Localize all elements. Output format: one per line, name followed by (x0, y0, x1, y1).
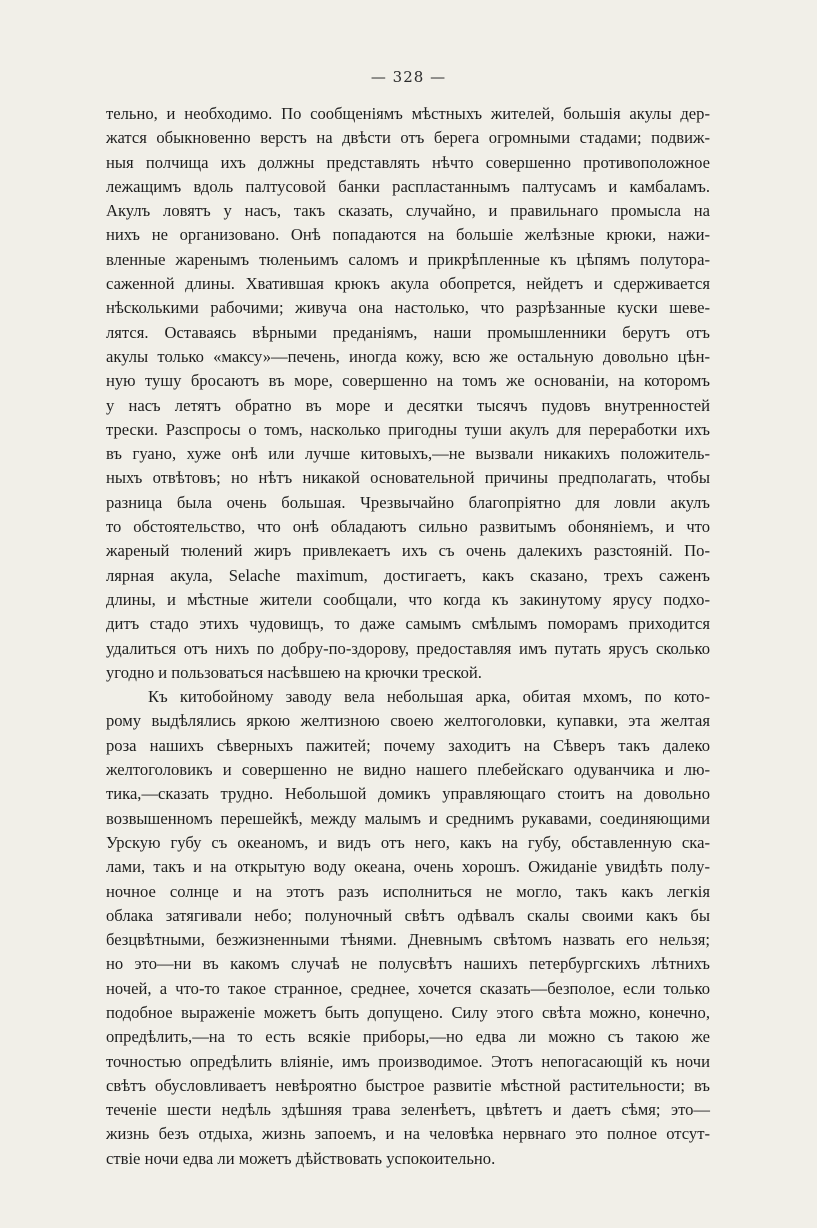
text-line: тельно, и необходимо. По сообщеніямъ мѣстныхъ жителей, большія акулы дер- (106, 104, 710, 123)
text-line: роза нашихъ сѣверныхъ пажитей; почему заходитъ на Сѣверъ такъ далеко (106, 735, 710, 755)
text-line: акулы только «максу»—печень, иногда кожу, всю же остальную довольно цѣн- (106, 346, 710, 366)
text-line: теченіе шести недѣль здѣшняя трава зеленѣетъ, цвѣтетъ и даетъ сѣмя; это— (106, 1100, 710, 1120)
text-line: возвышенномъ перешейкѣ, между малымъ и среднимъ рукавами, соединяющими (106, 808, 710, 828)
text-line: вленные жаренымъ тюленьимъ саломъ и прикрѣпленные къ цѣпямъ полутора- (106, 249, 710, 269)
text-line: лами, такъ и на открытую воду океана, очень хорошъ. Ожиданіе увидѣть полу- (106, 857, 710, 877)
text-line: ночей, а что-то такое странное, среднее, хочется сказать—безполое, если только (106, 978, 710, 998)
text-line: удалиться отъ нихъ по добру-по-здорову, предоставляя имъ путать ярусъ сколько (106, 638, 710, 658)
text-line: трески. Разспросы о томъ, насколько пригодны туши акулъ для переработки ихъ (106, 419, 710, 439)
text-line: но это—ни въ какомъ случаѣ не полусвѣтъ нашихъ петербургскихъ лѣтнихъ (106, 954, 710, 974)
text-line: подобное выраженіе можетъ быть допущено. Силу этого свѣта можно, конечно, (106, 1002, 710, 1022)
text-line: въ гуано, хуже онѣ или лучше китовыхъ,—не вызвали никакихъ положитель- (106, 444, 710, 464)
text-line: рому выдѣлялись яркою желтизною своею желтоголовки, купавки, эта желтая (106, 711, 710, 731)
text-line: Урскую губу съ океаномъ, и видъ отъ него, какъ на губу, обставленную ска- (106, 832, 710, 852)
text-line: желтоголовикъ и совершенно не видно нашего плебейскаго одуванчика и лю- (106, 760, 710, 780)
text-line: ствіе ночи едва ли можетъ дѣйствовать успокоительно. (106, 1148, 496, 1168)
text-line: у насъ летятъ обратно въ море и десятки тысячъ пудовъ внутренностей (106, 395, 710, 415)
text-line: разница была очень большая. Чрезвычайно благопріятно для ловли акулъ (106, 492, 710, 512)
text-line: саженной длины. Хватившая крюкъ акула обопрется, нейдетъ и сдерживается (106, 274, 710, 294)
text-line: то обстоятельство, что онѣ обладаютъ сильно развитымъ обоняніемъ, и что (106, 517, 710, 537)
text-line: ночное солнце и на этотъ разъ исполниться не могло, такъ какъ легкія (106, 881, 710, 901)
text-line: ныя полчища ихъ должны представлять нѣчто совершенно противоположное (106, 152, 710, 172)
text-line: дитъ стадо этихъ чудовищъ, то даже самымъ смѣлымъ поморамъ приходится (106, 614, 710, 634)
text-line: тика,—сказать трудно. Небольшой домикъ управляющаго стоитъ на довольно (106, 784, 710, 804)
text-line: нѣсколькими рабочими; живуча она настолько, что разрѣзанные куски шеве- (106, 298, 710, 318)
text-line: облака затягивали небо; полуночный свѣтъ одѣвалъ скалы своими какъ бы (106, 905, 710, 925)
text-line: ныхъ отвѣтовъ; но нѣтъ никакой основательной причины предполагать, чтобы (106, 468, 710, 488)
text-line: нихъ не организовано. Онѣ попадаются на большіе желѣзные крюки, нажи- (106, 225, 710, 245)
paragraph-1 (106, 102, 710, 685)
text-line: точностью опредѣлить вліяніе, имъ производимое. Этотъ непогасающій къ ночи (106, 1051, 710, 1071)
text-line: жатся обыкновенно верстъ на двѣсти отъ берега огромными стадами; подвиж- (106, 128, 710, 148)
text-line: опредѣлить,—на то есть всякіе приборы,—но едва ли можно съ такою же (106, 1027, 710, 1047)
page-number: — 328 — (370, 68, 447, 86)
text-line: жизнь безъ отдыха, жизнь запоемъ, и на человѣка нервнаго это полное отсут- (106, 1124, 710, 1144)
text-line: угодно и пользоваться насѣвшею на крючки треской. (106, 662, 482, 682)
text-line: безцвѣтными, безжизненными тѣнями. Дневнымъ свѣтомъ назвать его нельзя; (106, 930, 710, 950)
text-line: Акулъ ловятъ у насъ, такъ сказать, случайно, и правильнаго промысла на (106, 201, 710, 221)
text-line: лятся. Оставаясь вѣрными преданіямъ, наши промышленники берутъ отъ (106, 322, 710, 342)
text-line: ную тушу бросаютъ въ море, совершенно на томъ же основаніи, на которомъ (106, 371, 710, 391)
text-line: жареный тюлений жиръ привлекаетъ ихъ съ очень далекихъ разстояній. По- (106, 541, 710, 561)
text-line: Къ китобойному заводу вела небольшая арка, обитая мхомъ, по кото- (148, 687, 710, 707)
text-line: лярная акула, Selache maximum, достигаетъ, какъ сказано, трехъ саженъ (106, 565, 710, 585)
text-line: лежащимъ вдоль палтусовой банки распластаннымъ палтусамъ и камбаламъ. (106, 176, 710, 196)
paragraph-2 (106, 685, 710, 1171)
text-line: свѣтъ обусловливаетъ невѣроятно быстрое развитіе мѣстной растительности; въ (106, 1075, 710, 1095)
body-text (106, 102, 710, 1171)
text-line: длины, и мѣстные жители сообщали, что когда къ закинутому ярусу подхо- (106, 589, 710, 609)
